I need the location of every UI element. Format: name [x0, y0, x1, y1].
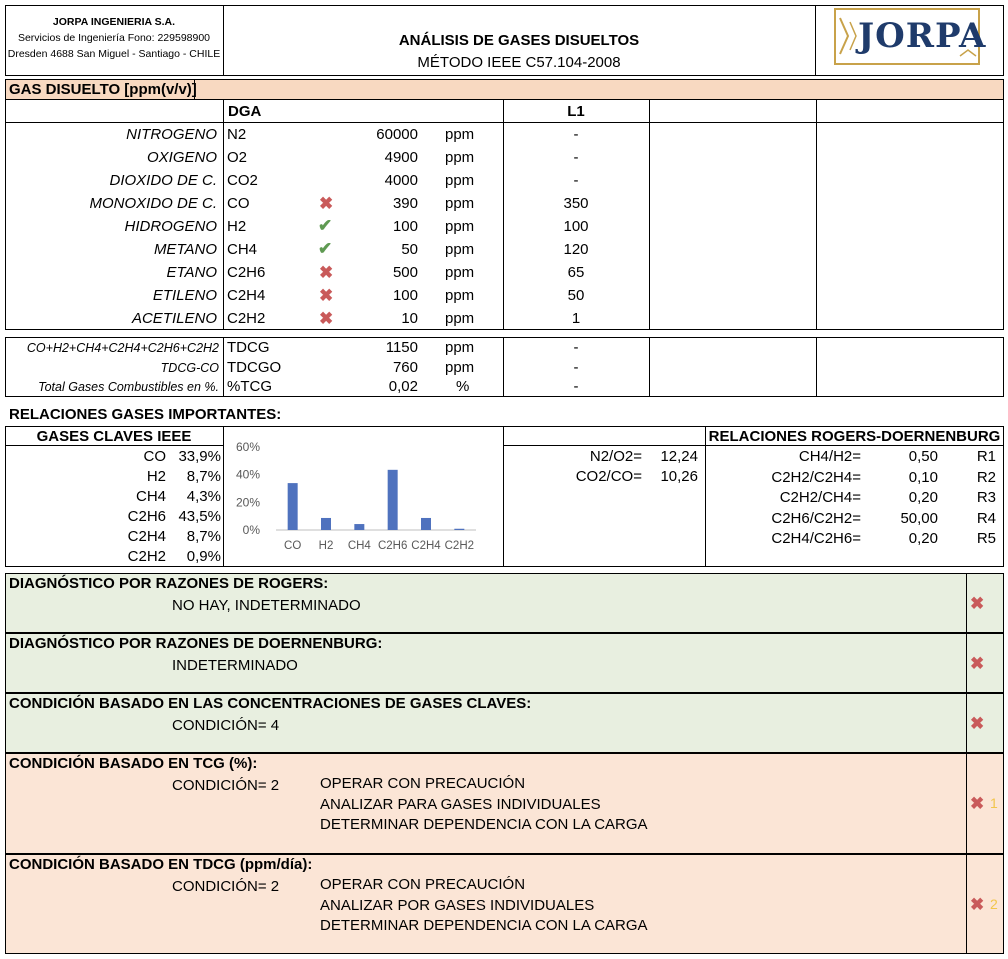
key-gas-name: CH4 — [135, 488, 166, 505]
gas-formula: CO2 — [227, 172, 258, 189]
x-mark-icon: ✖ — [970, 714, 985, 733]
gas-name: OXIGENO — [146, 149, 217, 166]
gas-value: 390 — [392, 195, 418, 212]
rogers-ratio-code: R2 — [976, 468, 996, 486]
gas-name: NITROGENO — [126, 126, 217, 143]
diagnostic-action: OPERAR CON PRECAUCIÓN — [320, 876, 526, 893]
bar-c2h2 — [454, 529, 464, 530]
y-tick-label: 60% — [235, 440, 260, 454]
bar-c2h4 — [421, 518, 431, 530]
key-gas-name: C2H2 — [127, 548, 166, 565]
total-unit: ppm — [445, 358, 475, 376]
gas-l1-value: 1 — [571, 310, 581, 327]
gas-name: DIOXIDO DE C. — [109, 172, 217, 189]
x-mark-icon: ✖ — [970, 895, 985, 914]
diagnostic-title: CONDICIÓN BASADO EN TDCG (ppm/día): — [9, 856, 313, 873]
gas-l1-value: - — [573, 172, 579, 189]
gas-formula: H2 — [227, 218, 247, 235]
x-tick-label: C2H2 — [444, 540, 475, 552]
rogers-ratio-code: R5 — [976, 530, 996, 547]
diagnostic-value: CONDICIÓN= 2 — [172, 777, 280, 794]
rogers-ratio-label: C2H6/C2H2= — [771, 509, 861, 527]
x-mark-icon: ✖ — [970, 594, 985, 613]
gas-value: 4900 — [384, 149, 418, 166]
key-gas-name: C2H4 — [127, 528, 166, 545]
bar-h2 — [321, 518, 331, 530]
gas-formula: N2 — [227, 126, 247, 143]
diagnostic-action: OPERAR CON PRECAUCIÓN — [320, 775, 526, 792]
diagnostic-action: DETERMINAR DEPENDENCIA CON LA CARGA — [320, 816, 648, 833]
relations-title: RELACIONES GASES IMPORTANTES: — [9, 406, 282, 423]
y-tick-label: 40% — [235, 467, 260, 482]
x-tick-label: C2H4 — [411, 540, 441, 552]
rogers-ratio-value: 0,20 — [908, 489, 938, 506]
gas-l1-value: - — [573, 149, 579, 166]
key-gas-name: C2H6 — [127, 508, 166, 525]
gas-value: 10 — [401, 310, 418, 327]
gas-unit: ppm — [445, 264, 475, 281]
total-l1-value: - — [573, 378, 579, 395]
diagnostic-value: CONDICIÓN= 4 — [172, 717, 280, 734]
total-name: TDCG-CO — [160, 360, 219, 375]
diagnostic-title: DIAGNÓSTICO POR RAZONES DE DOERNENBURG: — [9, 635, 383, 652]
bar-c2h6 — [388, 470, 398, 530]
company-name: JORPA INGENIERIA S.A. — [52, 16, 176, 28]
x-mark-icon: ✖ — [970, 654, 985, 673]
key-gas-name: H2 — [146, 468, 166, 485]
rogers-ratio-value: 0,50 — [908, 448, 938, 465]
key-gases-title: GASES CLAVES IEEE — [36, 428, 192, 445]
company-logo — [834, 8, 987, 65]
diagnostic-value: CONDICIÓN= 2 — [172, 878, 280, 895]
company-address: Dresden 4688 San Miguel - Santiago - CHILE — [7, 48, 221, 60]
ratio-label: CO2/CO= — [575, 468, 642, 485]
page-title: ANÁLISIS DE GASES DISUELTOS — [398, 32, 640, 49]
x-mark-icon: ✖ — [319, 263, 334, 282]
diagnostic-action: ANALIZAR PARA GASES INDIVIDUALES — [320, 795, 601, 813]
gas-l1-value: 65 — [567, 264, 585, 281]
key-gas-percent: 43,5% — [178, 508, 221, 525]
diagnostic-value: NO HAY, INDETERMINADO — [172, 597, 361, 614]
check-mark-icon: ✔ — [318, 239, 333, 258]
diagnostic-title: CONDICIÓN BASADO EN LAS CONCENTRACIONES DE GASES CLAVES: — [9, 695, 532, 712]
gas-l1-value: 100 — [563, 218, 589, 235]
column-header-l1: L1 — [567, 103, 585, 120]
diagnostic-note: 1 — [990, 795, 998, 811]
gas-l1-value: 120 — [563, 241, 589, 258]
gas-value: 60000 — [376, 126, 418, 143]
total-l1-value: - — [573, 339, 579, 356]
gas-name: METANO — [153, 241, 217, 258]
gas-formula: C2H6 — [227, 264, 266, 281]
total-name: Total Gases Combustibles en %. — [38, 380, 219, 394]
gas-unit: ppm — [445, 126, 475, 143]
rogers-ratio-label: C2H2/C2H4= — [771, 468, 861, 486]
x-tick-label: CH4 — [347, 540, 371, 552]
total-l1-value: - — [573, 358, 579, 376]
diagnostic-title: CONDICIÓN BASADO EN TCG (%): — [9, 755, 258, 772]
gas-formula: CO — [227, 195, 250, 212]
key-gas-name: CO — [143, 448, 166, 465]
rogers-ratio-code: R1 — [976, 448, 996, 465]
gas-unit: ppm — [445, 172, 475, 189]
rogers-ratio-value: 0,20 — [908, 530, 938, 547]
key-gas-percent: 8,7% — [186, 468, 221, 485]
x-mark-icon: ✖ — [319, 309, 334, 328]
ratio-value: 10,26 — [660, 468, 698, 485]
rogers-ratio-label: C2H2/CH4= — [779, 489, 861, 506]
gas-unit: ppm — [445, 218, 475, 235]
x-mark-icon: ✖ — [970, 794, 985, 813]
rogers-ratio-value: 50,00 — [900, 509, 938, 527]
gas-unit: ppm — [445, 149, 475, 166]
gas-l1-value: - — [573, 126, 579, 143]
y-tick-label: 20% — [235, 495, 260, 510]
gas-name: ETANO — [166, 264, 217, 281]
x-tick-label: CO — [284, 540, 302, 552]
gas-formula: C2H2 — [227, 310, 266, 327]
bar-ch4 — [354, 524, 364, 530]
gas-name: MONOXIDO DE C. — [89, 195, 217, 212]
rogers-ratio-value: 0,10 — [908, 468, 938, 486]
gas-section-title: GAS DISUELTO [ppm(v/v)] — [9, 81, 197, 98]
page-subtitle: MÉTODO IEEE C57.104-2008 — [417, 54, 621, 71]
check-mark-icon: ✔ — [318, 216, 333, 235]
x-tick-label: H2 — [318, 540, 334, 552]
gas-formula: O2 — [227, 149, 248, 166]
total-name: CO+H2+CH4+C2H4+C2H6+C2H2 — [26, 341, 219, 355]
gas-unit: ppm — [445, 310, 475, 327]
y-tick-label: 0% — [242, 523, 260, 537]
gas-value: 4000 — [384, 172, 418, 189]
key-gas-percent: 8,7% — [186, 528, 221, 545]
ratio-value: 12,24 — [660, 448, 698, 465]
total-code: %TCG — [227, 378, 272, 395]
rogers-title: RELACIONES ROGERS-DOERNENBURG — [708, 428, 1001, 445]
rogers-ratio-code: R4 — [976, 509, 996, 527]
gas-name: HIDROGENO — [124, 218, 217, 235]
gas-value: 500 — [392, 264, 418, 281]
diagnostic-action: ANALIZAR POR GASES INDIVIDUALES — [320, 896, 595, 914]
total-unit: % — [456, 378, 470, 395]
gas-unit: ppm — [445, 287, 475, 304]
key-gas-percent: 4,3% — [186, 488, 221, 505]
gas-l1-value: 350 — [563, 195, 589, 212]
gas-value: 50 — [401, 241, 418, 258]
rogers-ratio-label: CH4/H2= — [798, 448, 861, 465]
x-mark-icon: ✖ — [319, 286, 334, 305]
bar-co — [288, 483, 298, 530]
logo-text: JORPA — [858, 16, 987, 56]
gas-value: 100 — [392, 287, 418, 304]
column-header-dga: DGA — [228, 103, 262, 120]
total-unit: ppm — [445, 339, 475, 356]
gas-formula: C2H4 — [227, 287, 266, 304]
total-value: 1150 — [385, 339, 418, 356]
total-code: TDCGO — [227, 358, 282, 376]
diagnostic-title: DIAGNÓSTICO POR RAZONES DE ROGERS: — [9, 575, 329, 592]
x-tick-label: C2H6 — [377, 540, 408, 552]
gas-formula: CH4 — [227, 241, 258, 258]
diagnostic-value: INDETERMINADO — [172, 657, 298, 674]
gas-l1-value: 50 — [567, 287, 585, 304]
rogers-ratio-code: R3 — [976, 489, 996, 506]
gas-name: ETILENO — [152, 287, 217, 304]
ratio-label: N2/O2= — [589, 448, 642, 465]
total-value: 760 — [392, 358, 418, 376]
gas-unit: ppm — [445, 195, 475, 212]
diagnostic-action: DETERMINAR DEPENDENCIA CON LA CARGA — [320, 917, 648, 934]
total-code: TDCG — [227, 339, 270, 356]
key-gas-percent: 0,9% — [186, 548, 221, 565]
rogers-ratio-label: C2H4/C2H6= — [771, 530, 861, 547]
gas-value: 100 — [392, 218, 418, 235]
diagnostic-note: 2 — [990, 896, 998, 912]
x-mark-icon: ✖ — [319, 194, 334, 213]
gas-name: ACETILENO — [131, 310, 217, 327]
gas-unit: ppm — [445, 241, 475, 258]
key-gases-bar-chart — [224, 438, 504, 563]
key-gas-percent: 33,9% — [178, 448, 221, 465]
company-services: Servicios de Ingeniería Fono: 229598900 — [17, 32, 211, 44]
total-value: 0,02 — [388, 378, 418, 395]
